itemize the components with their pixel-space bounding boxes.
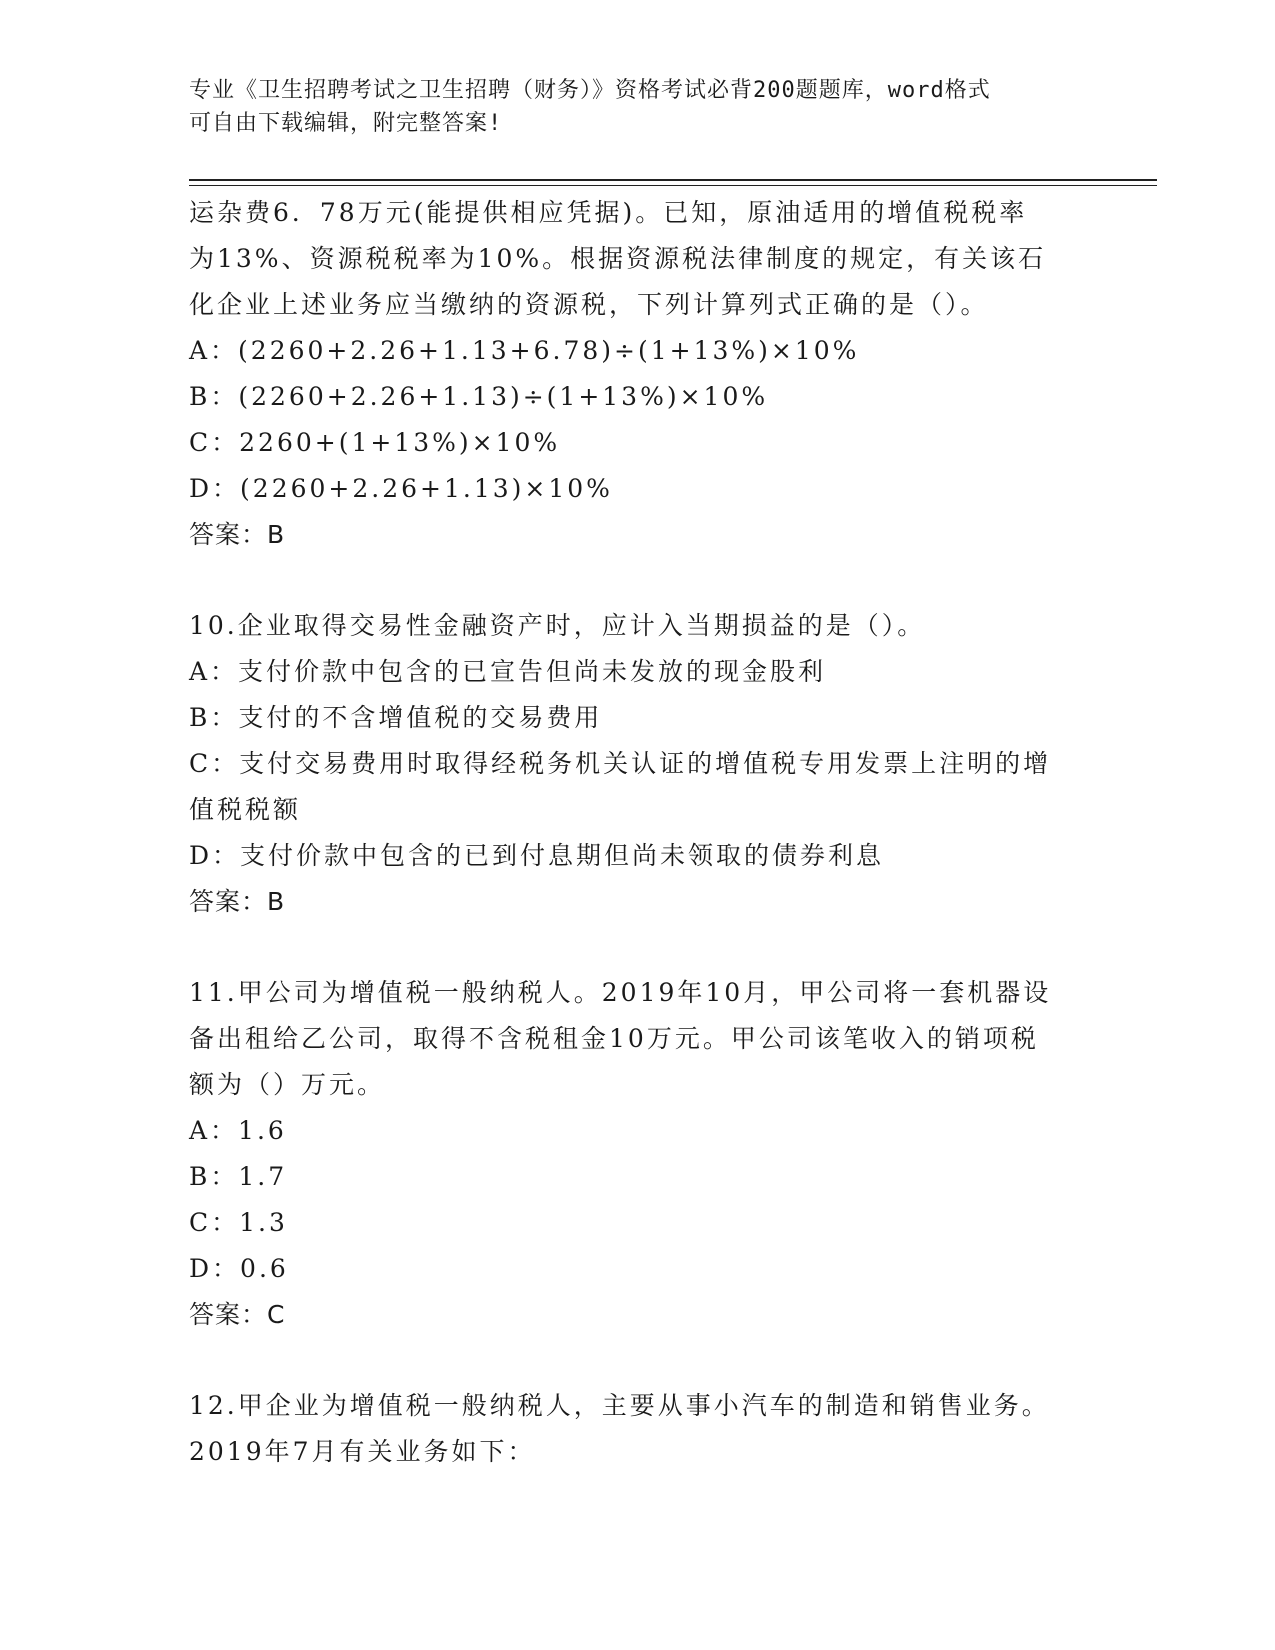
header-line-2: 可自由下载编辑，附完整答案! — [189, 111, 503, 136]
question-stem-line: 11.甲公司为增值税一般纳税人。2019年10月，甲公司将一套机器设 — [189, 978, 1052, 1007]
option-b: B：支付的不含增值税的交易费用 — [189, 703, 603, 732]
answer-line: 答案：B — [189, 520, 286, 549]
question-stem-line: 2019年7月有关业务如下： — [189, 1437, 536, 1466]
question-stem-line: 额为（）万元。 — [189, 1070, 386, 1099]
question-stem-line: 12.甲企业为增值税一般纳税人，主要从事小汽车的制造和销售业务。 — [189, 1391, 1050, 1420]
header-rule-thin — [189, 185, 1157, 186]
spacer — [189, 1338, 1089, 1383]
document-header — [189, 74, 1089, 140]
answer-line: 答案：C — [189, 1300, 286, 1329]
option-c: C：2260+(1+13%)×10% — [189, 428, 561, 457]
document-body — [189, 190, 1089, 1475]
question-10 — [189, 603, 1089, 925]
question-9 — [189, 190, 1089, 558]
header-line-1: 专业《卫生招聘考试之卫生招聘（财务）》资格考试必背200题题库，word格式 — [189, 78, 991, 103]
option-c-continued: 值税税额 — [189, 795, 302, 824]
option-a: A：1.6 — [189, 1116, 287, 1145]
option-b: B：(2260+2.26+1.13)÷(1+13%)×10% — [189, 382, 769, 411]
answer-line: 答案：B — [189, 887, 286, 916]
option-a: A：(2260+2.26+1.13+6.78)÷(1+13%)×10% — [189, 336, 860, 365]
question-stem-line: 为13%、资源税税率为10%。根据资源税法律制度的规定，有关该石 — [189, 244, 1047, 273]
option-d: D：支付价款中包含的已到付息期但尚未领取的债券利息 — [189, 841, 885, 870]
option-c: C：1.3 — [189, 1208, 288, 1237]
option-b: B：1.7 — [189, 1162, 288, 1191]
question-stem-line: 10.企业取得交易性金融资产时，应计入当期损益的是（）。 — [189, 611, 926, 640]
option-d: D：(2260+2.26+1.13)×10% — [189, 474, 613, 503]
question-stem-line: 运杂费6．78万元(能提供相应凭据)。已知，原油适用的增值税税率 — [189, 198, 1028, 227]
header-rule-thick — [189, 179, 1157, 181]
question-12 — [189, 1383, 1089, 1475]
spacer — [189, 558, 1089, 603]
option-c: C：支付交易费用时取得经税务机关认证的增值税专用发票上注明的增 — [189, 749, 1052, 778]
question-stem-line: 备出租给乙公司，取得不含税租金10万元。甲公司该笔收入的销项税 — [189, 1024, 1039, 1053]
question-11 — [189, 970, 1089, 1338]
option-d: D：0.6 — [189, 1254, 289, 1283]
spacer — [189, 925, 1089, 970]
question-stem-line: 化企业上述业务应当缴纳的资源税，下列计算列式正确的是（）。 — [189, 290, 989, 319]
option-a: A：支付价款中包含的已宣告但尚未发放的现金股利 — [189, 657, 827, 686]
